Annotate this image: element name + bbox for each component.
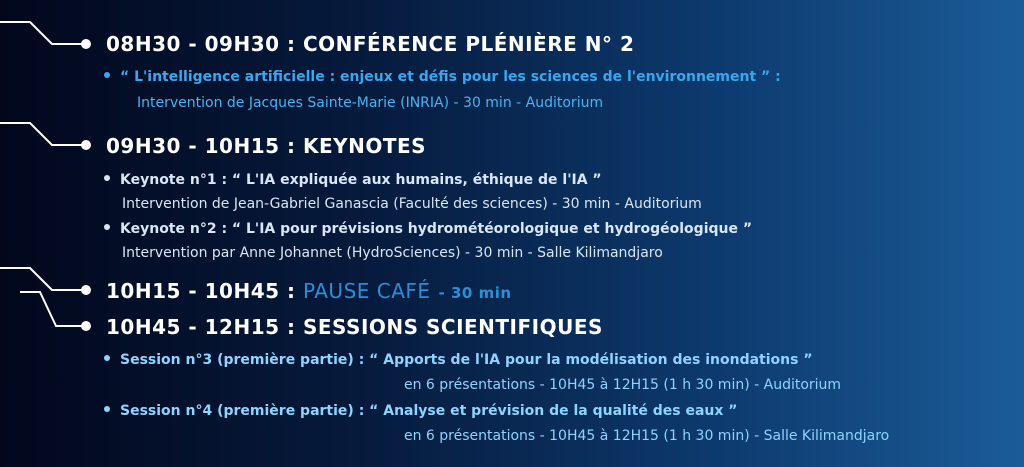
- plenary-item-detail: Intervention de Jacques Sainte-Marie (INRIA) - 30 min - Auditorium: [137, 95, 604, 111]
- connector-line-4: [20, 292, 84, 326]
- section-time: 10H15 - 10H45: [106, 279, 280, 303]
- keynote-2-detail: Intervention par Anne Johannet (HydroSciences) - 30 min - Salle Kilimandjaro: [122, 245, 663, 261]
- section-title: SESSIONS SCIENTIFIQUES: [302, 315, 603, 339]
- section-heading-sessions: 10H45 - 12H15 : SESSIONS SCIENTIFIQUES: [106, 315, 603, 339]
- keynote-2-title: Keynote n°2 : “ L'IA pour prévisions hydrométéorologique et hydrogéologique ”: [104, 221, 752, 237]
- connector-line-2: [0, 123, 84, 145]
- session-4-detail: en 6 présentations - 10H45 à 12H15 (1 h 30 min) - Salle Kilimandjaro: [404, 428, 890, 444]
- connector-line-3: [0, 268, 84, 290]
- bullet-dot: [104, 224, 110, 230]
- bullet-dot: [104, 72, 110, 78]
- connector-line-1: [0, 22, 84, 44]
- timeline-node-3: [81, 285, 91, 295]
- section-time: 09H30 - 10H15: [106, 134, 280, 158]
- keynote-1-detail: Intervention de Jean-Gabriel Ganascia (Faculté des sciences) - 30 min - Auditorium: [122, 196, 702, 212]
- section-time: 10H45 - 12H15: [106, 315, 280, 339]
- keynote-1-title: Keynote n°1 : “ L'IA expliquée aux humains, éthique de l'IA ”: [104, 172, 602, 188]
- session-3-title: Session n°3 (première partie) : “ Apports de l'IA pour la modélisation des inondations ”: [104, 352, 813, 368]
- session-3-detail: en 6 présentations - 10H45 à 12H15 (1 h 30 min) - Auditorium: [404, 377, 842, 393]
- session-4-title: Session n°4 (première partie) : “ Analyse et prévision de la qualité des eaux ”: [104, 403, 737, 419]
- section-heading-keynotes: 09H30 - 10H15 : KEYNOTES: [106, 134, 427, 158]
- plenary-item-title: “ L'intelligence artificielle : enjeux et défis pour les sciences de l'environnement ” :: [104, 69, 781, 85]
- section-title: CONFÉRENCE PLÉNIÈRE N° 2: [302, 32, 635, 56]
- section-heading-plenary: 08H30 - 09H30 : CONFÉRENCE PLÉNIÈRE N° 2: [106, 32, 635, 56]
- timeline-node-4: [81, 321, 91, 331]
- timeline-node-2: [81, 140, 91, 150]
- section-time: 08H30 - 09H30: [106, 32, 280, 56]
- timeline-node-1: [81, 39, 91, 49]
- pause-duration: - 30 min: [438, 284, 512, 302]
- section-title: KEYNOTES: [302, 134, 427, 158]
- bullet-dot: [104, 355, 110, 361]
- bullet-dot: [104, 175, 110, 181]
- section-title: PAUSE CAFÉ: [302, 279, 431, 303]
- section-heading-pause: 10H15 - 10H45 : PAUSE CAFÉ - 30 min: [106, 279, 512, 303]
- bullet-dot: [104, 406, 110, 412]
